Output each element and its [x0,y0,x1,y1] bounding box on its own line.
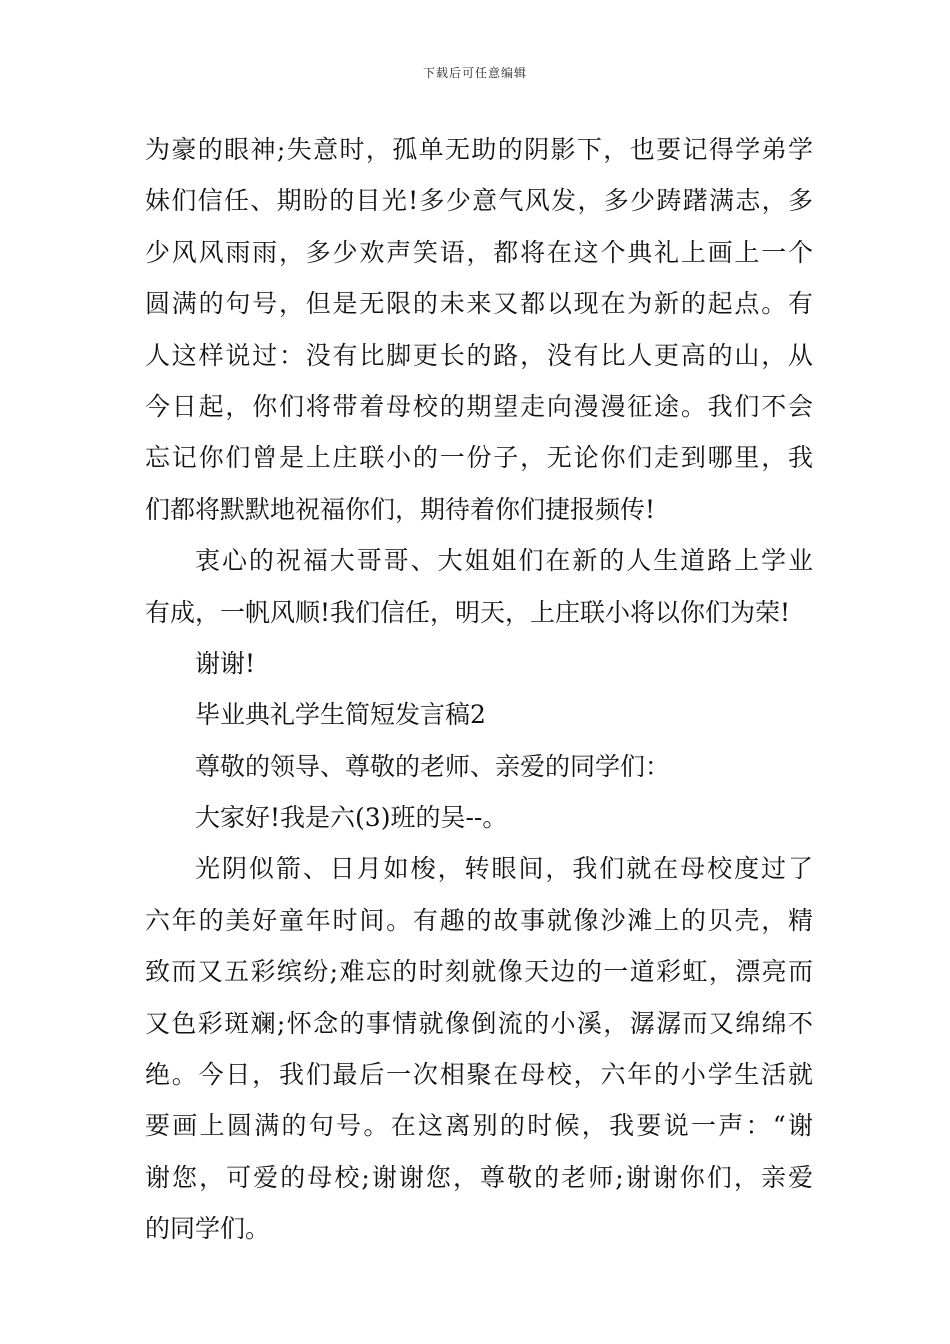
paragraph [145,638,813,689]
text-line: 为豪的眼神;失意时，孤单无助的阴影下，也要记得学弟学 [145,135,813,164]
paragraph [145,124,813,535]
paragraph [145,535,813,638]
text-line: 妹们信任、期盼的目光!多少意气风发，多少踌躇满志，多 [145,186,813,216]
page-header: 下载后可任意编辑 [422,66,527,80]
text-line: 毕业典礼学生简短发言稿2 [195,700,486,730]
paragraph [145,843,813,1254]
text-line: 要画上圆满的句号。在这离别的时候，我要说一声：“谢 [145,1111,813,1141]
text-line: 六年的美好童年时间。有趣的故事就像沙滩上的贝壳，精 [145,905,813,935]
text-line: 少风风雨雨，多少欢声笑语，都将在这个典礼上画上一个 [145,237,813,267]
section-title [145,689,813,740]
text-line: 致而又五彩缤纷;难忘的时刻就像天边的一道彩虹，漂亮而 [145,957,813,987]
paragraph [145,741,813,792]
text-line: 人这样说过：没有比脚更长的路，没有比人更高的山，从 [145,340,813,370]
text-line: 有成，一帆风顺!我们信任，明天，上庄联小将以你们为荣! [145,597,791,627]
paragraph [145,792,813,843]
text-line: 尊敬的领导、尊敬的老师、亲爱的同学们： [195,751,671,781]
text-line: 忘记你们曾是上庄联小的一份子，无论你们走到哪里，我 [145,443,813,473]
text-line: 绝。今日，我们最后一次相聚在母校，六年的小学生活就 [145,1060,813,1090]
text-line: 大家好!我是六(3)班的吴--。 [195,803,508,833]
text-line: 们都将默默地祝福你们，期待着你们捷报频传! [145,494,656,524]
text-line: 的同学们。 [145,1214,271,1244]
document-body [145,124,813,1255]
text-line: 谢您，可爱的母校;谢谢您，尊敬的老师;谢谢你们，亲爱 [145,1162,813,1192]
text-line: 又色彩斑斓;怀念的事情就像倒流的小溪，潺潺而又绵绵不 [145,1008,813,1038]
text-line: 圆满的句号，但是无限的未来又都以现在为新的起点。有 [145,289,813,319]
text-line: 光阴似箭、日月如梭，转眼间，我们就在母校度过了 [195,854,813,884]
text-line: 谢谢! [195,648,256,678]
text-line: 今日起，你们将带着母校的期望走向漫漫征途。我们不会 [145,391,813,421]
text-line: 衷心的祝福大哥哥、大姐姐们在新的人生道路上学业 [195,546,813,576]
